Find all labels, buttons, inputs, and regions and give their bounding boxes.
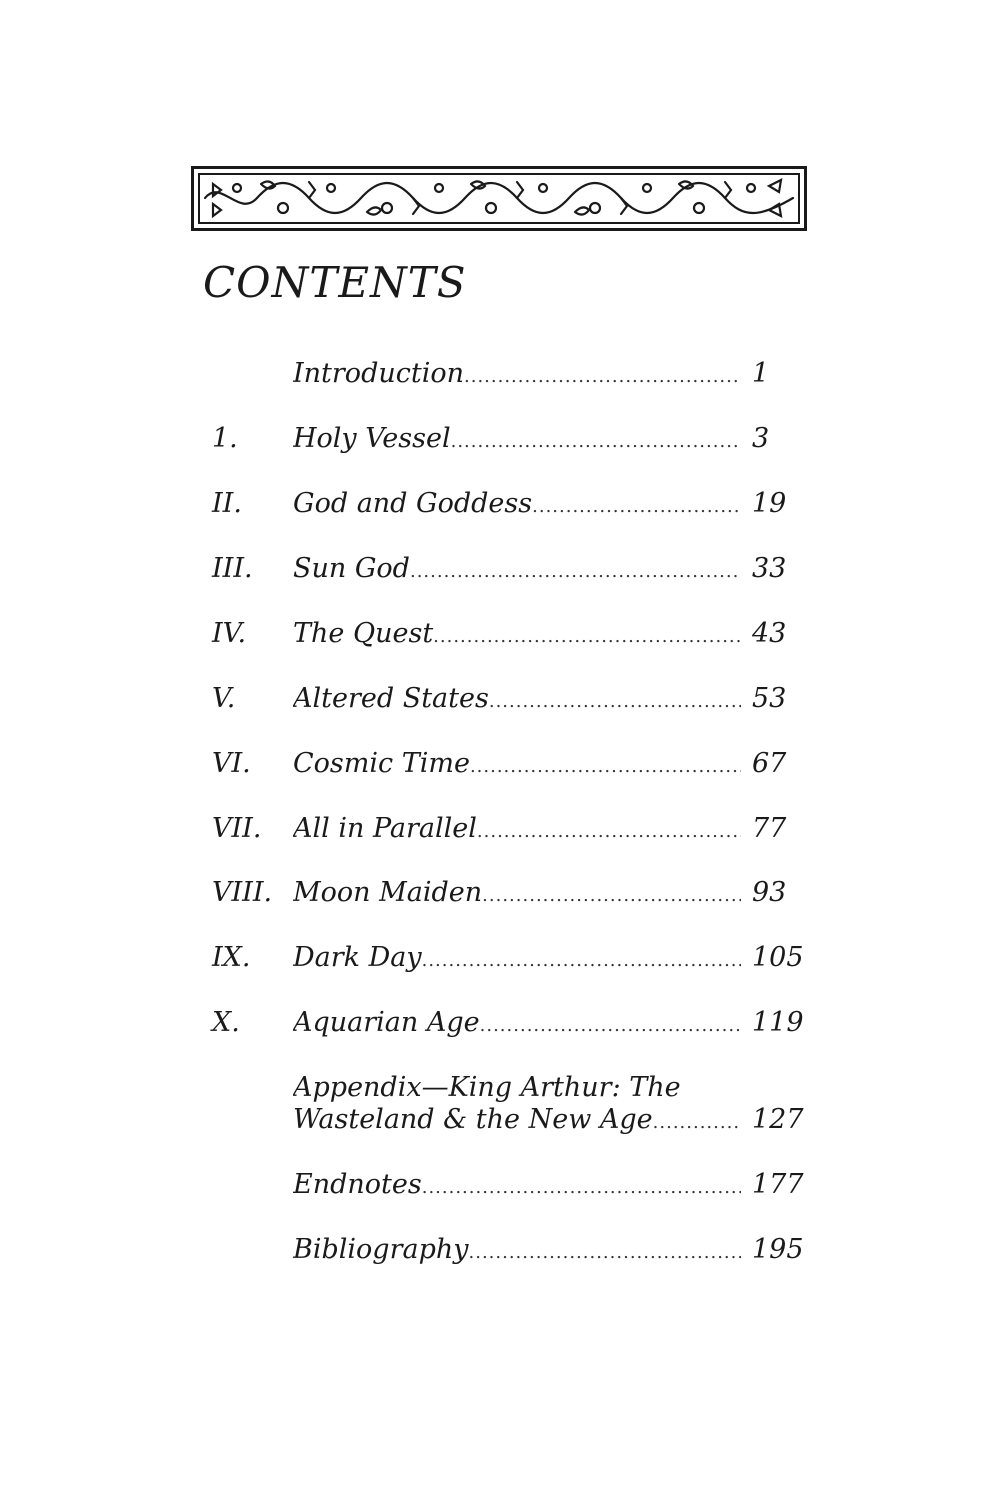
dot-leader: [532, 491, 741, 520]
page-number: 19: [752, 488, 787, 519]
chapter-number: 1.: [212, 423, 238, 454]
chapter-title: Aquarian Age: [293, 1007, 480, 1038]
chapter-number: VII.: [212, 813, 262, 844]
page-number: 3: [752, 423, 770, 454]
dot-leader: [469, 1237, 742, 1266]
page-number: 105: [752, 942, 804, 973]
dot-leader: [489, 686, 741, 715]
chapter-title-line-1: Appendix—King Arthur: The: [293, 1072, 681, 1103]
chapter-title: All in Parallel: [293, 813, 477, 844]
dot-leader: [410, 556, 741, 585]
page-number: 177: [752, 1169, 804, 1200]
dot-leader: [480, 1010, 741, 1039]
dot-leader: [482, 880, 741, 909]
chapter-title: Holy Vessel: [293, 423, 451, 454]
chapter-number: X.: [212, 1007, 240, 1038]
dot-leader: [451, 426, 741, 455]
chapter-title: Altered States: [293, 683, 489, 714]
dot-leader: [422, 1172, 741, 1201]
dot-leader: [422, 945, 741, 974]
page-number: 33: [752, 553, 787, 584]
chapter-title: Dark Day: [293, 942, 422, 973]
chapter-number: V.: [212, 683, 236, 714]
page-number: 93: [752, 877, 787, 908]
contents-heading: CONTENTS: [203, 258, 467, 307]
chapter-title-line-2: Wasteland & the New Age: [293, 1104, 653, 1135]
dot-leader: [464, 361, 741, 390]
page-number: 195: [752, 1234, 804, 1265]
chapter-title: The Quest: [293, 618, 434, 649]
page-number: 53: [752, 683, 787, 714]
chapter-number: II.: [212, 488, 242, 519]
chapter-number: VI.: [212, 748, 251, 779]
chapter-number: VIII.: [212, 877, 273, 908]
chapter-title: Introduction: [293, 358, 464, 389]
chapter-number: IV.: [212, 618, 247, 649]
page-number: 77: [752, 813, 787, 844]
chapter-title: Bibliography: [293, 1234, 469, 1265]
chapter-number: III.: [212, 553, 253, 584]
page-number: 119: [752, 1007, 804, 1038]
chapter-title: Endnotes: [293, 1169, 422, 1200]
chapter-title: Cosmic Time: [293, 748, 470, 779]
chapter-title: Sun God: [293, 553, 410, 584]
page-number: 127: [752, 1104, 804, 1135]
dot-leader: [653, 1107, 741, 1136]
chapter-title: God and Goddess: [293, 488, 533, 519]
dot-leader: [477, 816, 741, 845]
dot-leader: [433, 621, 741, 650]
page-number: 67: [752, 748, 787, 779]
page-number: 43: [752, 618, 787, 649]
chapter-title: Moon Maiden: [293, 877, 483, 908]
chapter-number: IX.: [212, 942, 251, 973]
page-number: 1: [752, 358, 770, 389]
dot-leader: [470, 751, 741, 780]
